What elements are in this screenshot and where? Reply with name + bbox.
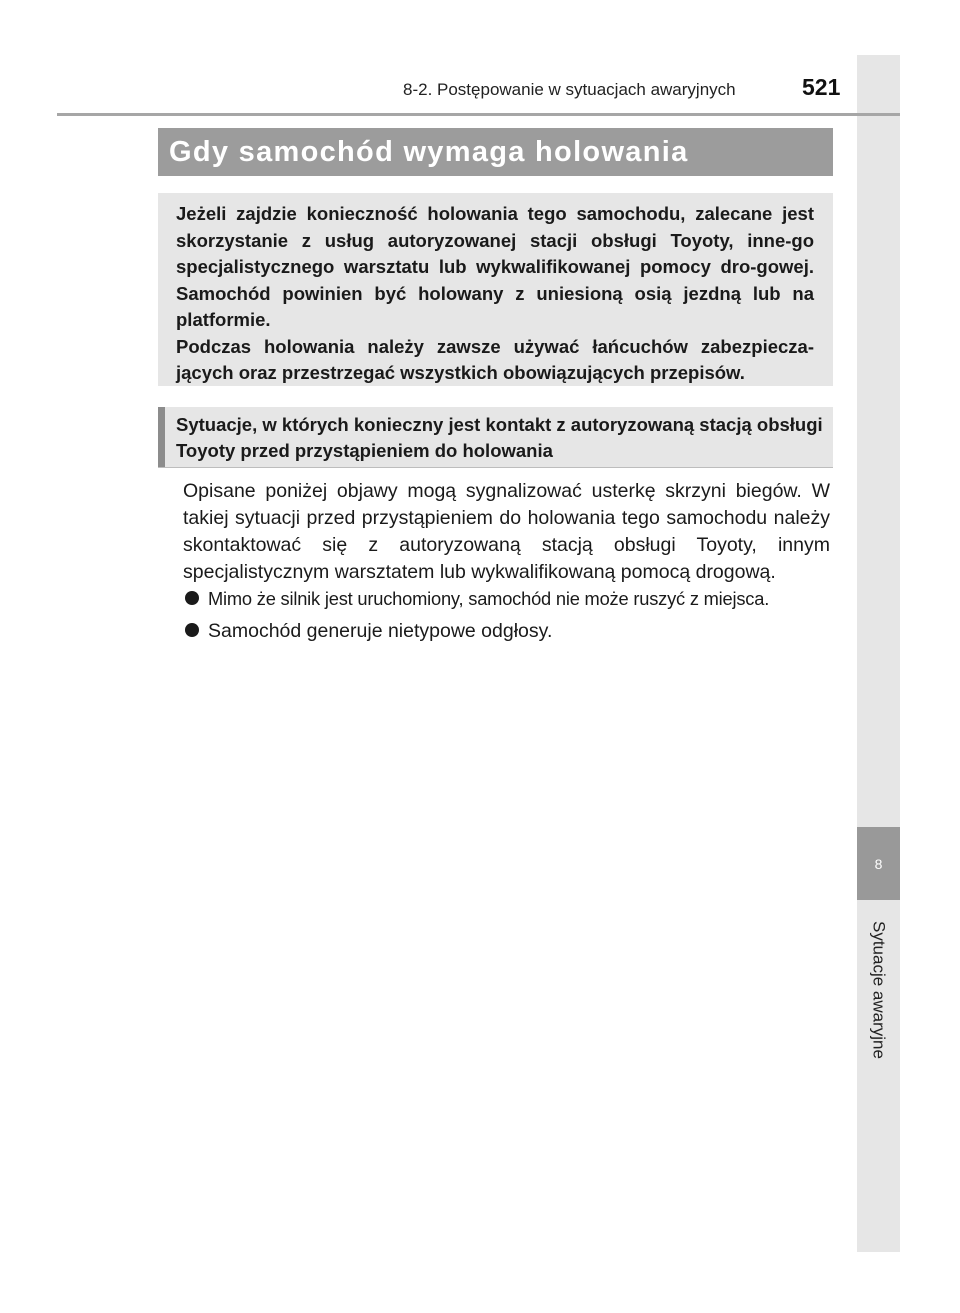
chapter-label-tab — [857, 905, 900, 1075]
page-number: 521 — [802, 74, 841, 100]
bullet-item — [185, 588, 835, 610]
section-title-bar — [158, 128, 833, 176]
bullet-item — [185, 620, 835, 643]
header-rule — [57, 113, 900, 116]
intro-note: Podczas holowania należy zawsze używać łańcuchów zabezpiecza-jących oraz przestrzegać wszystkich obowiązujących przepisów. — [176, 335, 814, 383]
subsection-rule — [158, 467, 833, 468]
body-paragraph: Opisane poniżej objawy mogą sygnalizować usterkę skrzyni biegów. W takiej sytuacji przed przystąpieniem do holowania tego samochodu należy skontaktować się z autoryzowaną stacją obsługi Toyoty, innym specjalistycznym warsztatem lub wykwalifikowaną pomocą drogową. — [183, 480, 830, 583]
intro-paragraph: Jeżeli zajdzie konieczność holowania tego samochodu, zalecane jest skorzystanie z usług autoryzowanej stacji obsługi Toyoty, inne-go specjalistycznego warsztatu lub wykwalifikowanej pomocy dro-gowej. Samochód powinien być holowany z uniesioną osią jezdną lub na platformie. — [176, 203, 814, 330]
section-title: Gdy samochód wymaga holowania — [169, 135, 689, 168]
bullet-text: Samochód generuje nietypowe odgłosy. — [208, 620, 553, 642]
bullet-dot-icon — [185, 591, 199, 605]
bullet-dot-icon — [185, 623, 199, 637]
subsection-stripe — [158, 407, 165, 467]
intro-text — [176, 201, 814, 387]
bullet-text: Mimo że silnik jest uruchomiony, samochód nie może ruszyć z miejsca. — [208, 588, 770, 609]
chapter-label: Sytuacje awaryjne — [869, 921, 889, 1059]
chapter-number-tab — [857, 827, 900, 900]
subsection-title: Sytuacje, w których konieczny jest kontakt z autoryzowaną stacją obsługi Toyoty przed przystąpieniem do holowania — [176, 414, 823, 461]
subsection-heading — [158, 407, 833, 467]
intro-box — [158, 193, 833, 386]
chapter-number: 8 — [874, 855, 883, 872]
running-head: 8-2. Postępowanie w sytuacjach awaryjnych — [403, 80, 736, 99]
